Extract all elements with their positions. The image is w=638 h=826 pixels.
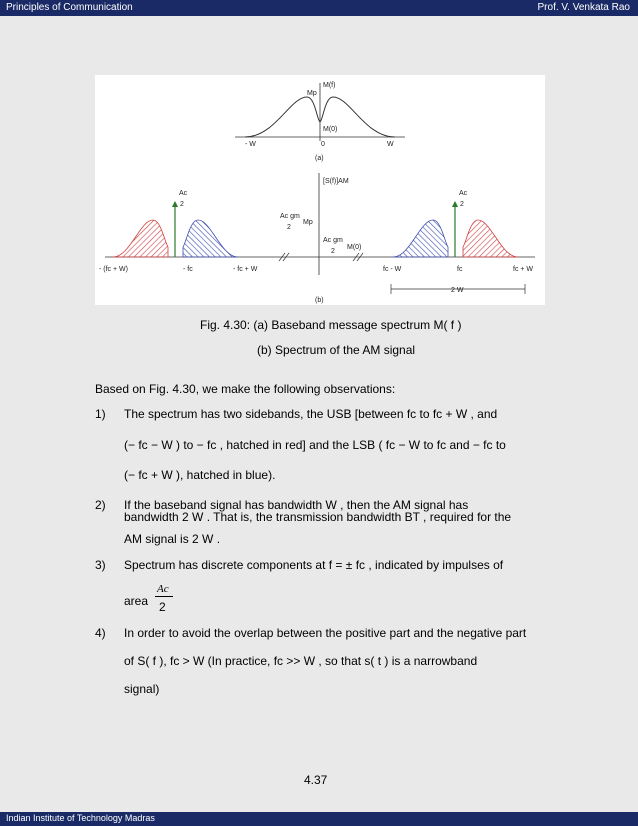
item-line: (− fc − W ) to − fc , hatched in red] and the LSB ( fc − W to fc and − fc to xyxy=(124,438,506,452)
pos-lsb xyxy=(393,220,448,257)
header-bar xyxy=(0,0,638,16)
item-line: of S( f ), fc > W (In practice, fc >> W , so that s( t ) is a narrowband xyxy=(124,654,478,668)
frac-numerator: Ac xyxy=(157,583,169,595)
neg-usb xyxy=(113,220,168,257)
b-fc-minus-w: fc - W xyxy=(383,266,402,273)
b-two-w: 2 W xyxy=(451,287,464,294)
caption-line-1: Fig. 4.30: (a) Baseband message spectrum M( f ) xyxy=(200,318,462,332)
pos-usb xyxy=(463,220,518,257)
frac-denominator: 2 xyxy=(159,600,166,614)
b-acg-den-right: 2 xyxy=(331,248,335,255)
b-panel-label: (b) xyxy=(315,297,324,304)
item-line: signal) xyxy=(124,682,160,696)
b-ac-den-left: 2 xyxy=(180,201,184,208)
item-line: AM signal is 2 W . xyxy=(124,532,221,546)
b-acg-num-left: Ac gm xyxy=(280,213,300,220)
panel-b xyxy=(99,173,535,304)
b-acg-num-right: Ac gm xyxy=(323,237,343,244)
page-number: 4.37 xyxy=(304,773,328,787)
neg-lsb xyxy=(183,220,238,257)
b-m0-label: M(0) xyxy=(347,244,362,251)
a-w-label: W xyxy=(387,141,394,148)
spectrum-diagram xyxy=(95,75,545,305)
b-neg-fc: - fc xyxy=(183,266,193,273)
panel-a xyxy=(235,82,405,162)
a-mp-label: Mp xyxy=(307,90,317,97)
item-number: 1) xyxy=(95,407,106,421)
b-neg-fc-w: - (fc + W) xyxy=(99,266,128,273)
course-title: Principles of Communication xyxy=(6,2,133,13)
intro-text: Based on Fig. 4.30, we make the following observations: xyxy=(95,382,396,396)
institute-name: Indian Institute of Technology Madras xyxy=(6,813,155,823)
b-ac-num-right: Ac xyxy=(459,190,468,197)
figure-4-30 xyxy=(95,75,545,305)
frac-bar xyxy=(155,596,173,597)
author-name: Prof. V. Venkata Rao xyxy=(537,2,630,13)
b-ac-den-right: 2 xyxy=(460,201,464,208)
a-minus-w-label: - W xyxy=(245,141,256,148)
item-line: The spectrum has two sidebands, the USB [between fc to fc + W , and xyxy=(124,407,498,421)
item-line: (− fc + W ), hatched in blue). xyxy=(124,468,276,482)
a-mf-label: M(f) xyxy=(323,82,336,89)
a-zero-label: 0 xyxy=(321,141,325,148)
a-m0-label: M(0) xyxy=(323,126,338,133)
item-number: 3) xyxy=(95,558,106,572)
item-line: If the baseband signal has bandwidth W , then the AM signal has xyxy=(124,498,469,512)
caption-line-2: (b) Spectrum of the AM signal xyxy=(257,343,416,357)
footer-bar xyxy=(0,812,638,826)
b-neg-fc-plus-w: - fc + W xyxy=(233,266,258,273)
b-fc-plus-w: fc + W xyxy=(513,266,534,273)
item-line: area xyxy=(124,594,149,608)
b-ac-num-left: Ac xyxy=(179,190,188,197)
item-line: bandwidth 2 W . That is, the transmission bandwidth BT , required for the xyxy=(124,510,512,524)
b-fc: fc xyxy=(457,266,463,273)
b-sf-label: [S(f)]AM xyxy=(323,178,349,185)
b-mp-label: Mp xyxy=(303,219,313,226)
item-line: In order to avoid the overlap between the positive part and the negative part xyxy=(124,626,527,640)
b-acg-den-left: 2 xyxy=(287,224,291,231)
item-number: 2) xyxy=(95,498,106,512)
item-line: Spectrum has discrete components at f = ± fc , indicated by impulses of xyxy=(124,558,504,572)
item-number: 4) xyxy=(95,626,106,640)
a-panel-label: (a) xyxy=(315,155,324,162)
